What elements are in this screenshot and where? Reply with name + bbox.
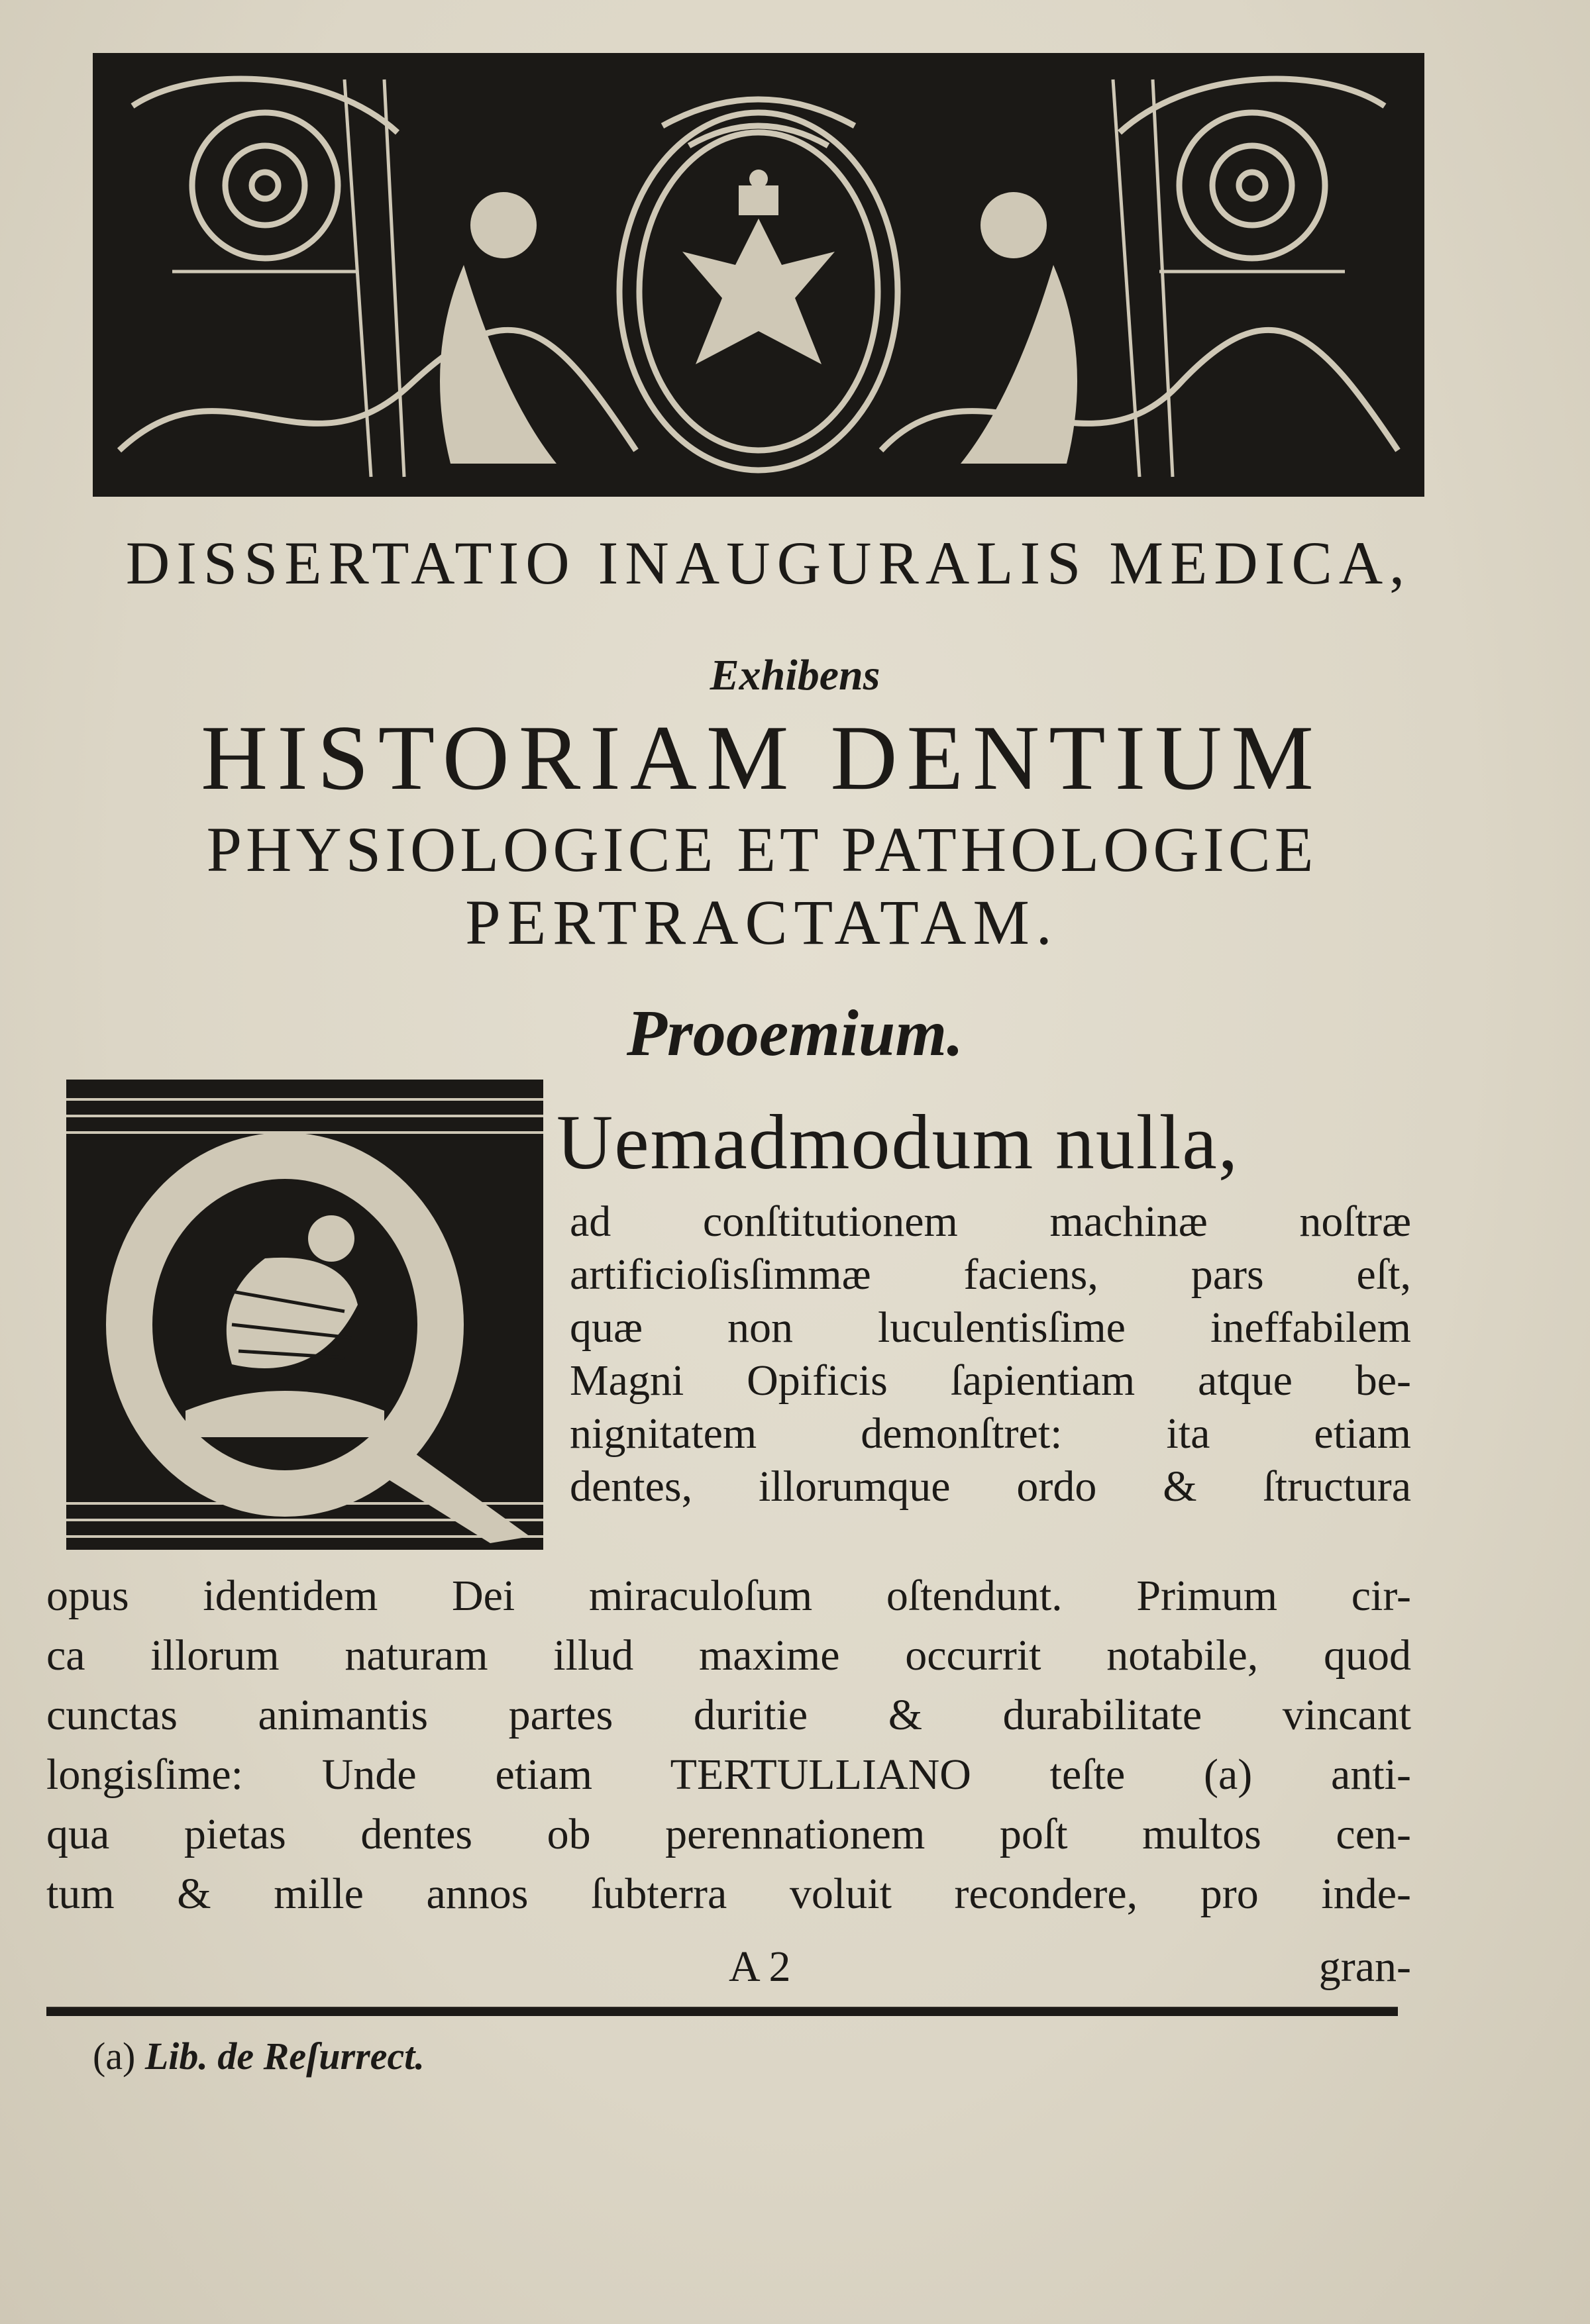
main-title: HISTORIAM DENTIUM <box>201 707 1323 809</box>
woodcut-initial <box>66 1080 543 1550</box>
signature-line <box>0 1939 1411 1995</box>
section-heading: Prooemium. <box>626 996 964 1070</box>
woodcut-initial-letter-q-bird-icon <box>66 1080 543 1550</box>
text-line: Magni Opificis ſapientiam atque be- <box>570 1356 1411 1405</box>
woodcut-headpiece <box>93 53 1424 497</box>
subtitle-line-1: PHYSIOLOGICE ET PATHOLOGICE <box>206 814 1318 885</box>
footnote-text: Lib. de Reſurrect. <box>144 2035 425 2078</box>
footnote <box>93 2027 689 2086</box>
text-line: ca illorum naturam illud maxime occurrit notabile, quod <box>46 1631 1411 1680</box>
text-line: cunctas animantis partes duritie & durabilitate vincant <box>46 1691 1411 1739</box>
text-line: ad conſtitutionem machinæ noſtræ <box>570 1197 1411 1246</box>
text-line: quæ non luculentisſime ineffabilem <box>570 1303 1411 1352</box>
text-line: nignitatem demonſtret: ita etiam <box>570 1409 1411 1458</box>
text-line: artificioſisſimmæ faciens, pars eſt, <box>570 1250 1411 1299</box>
text-line: tum & mille annos ſubterra voluit recondere, pro inde- <box>46 1870 1411 1918</box>
text-line: longisſime: Unde etiam TERTULLIANO teſte (a) anti- <box>46 1750 1411 1799</box>
text-line: dentes, illorumque ordo & ſtructura <box>570 1462 1411 1511</box>
woodcut-headpiece-eagle-crown-icon <box>93 53 1424 497</box>
text-line: opus identidem Dei miraculoſum oſtendunt. Primum cir- <box>46 1572 1411 1620</box>
first-text-line: Uemadmodum nulla, <box>556 1099 1240 1186</box>
signature-mark: A 2 <box>729 1943 791 1991</box>
footnote-marker: (a) <box>93 2035 136 2078</box>
exhibens-line: Exhibens <box>710 651 880 699</box>
text-line: qua pietas dentes ob perennationem poſt multos cen- <box>46 1810 1411 1858</box>
subtitle-line-2: PERTRACTATAM. <box>465 887 1059 958</box>
dissertation-title: DISSERTATIO INAUGURALIS MEDICA, <box>125 529 1412 597</box>
footnote-rule <box>46 2007 1398 2016</box>
catchword: gran- <box>1318 1943 1411 1991</box>
